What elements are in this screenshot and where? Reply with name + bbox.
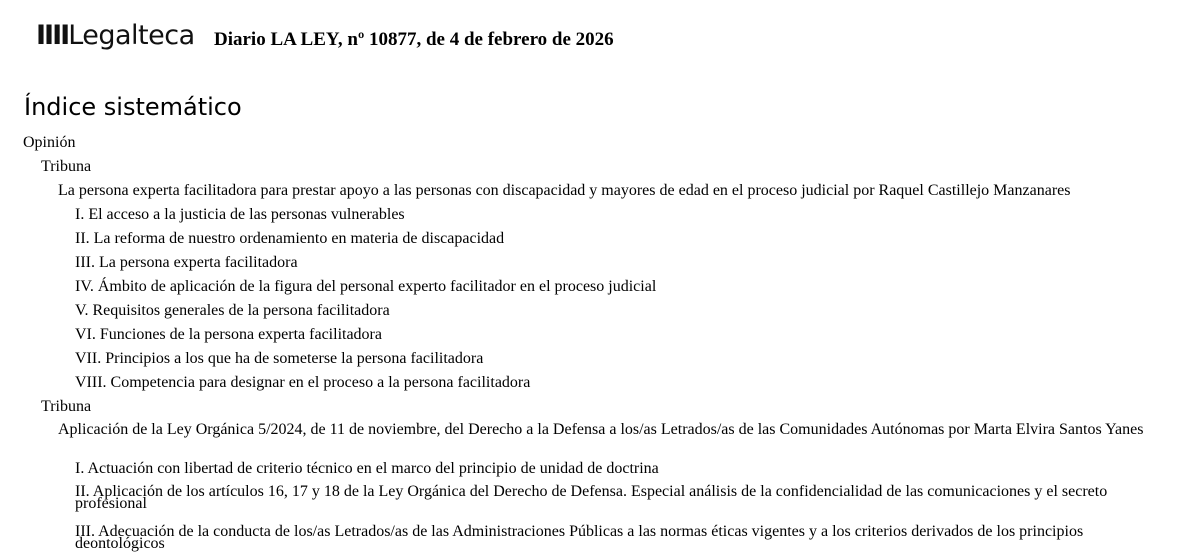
toc-item[interactable]: III. La persona experta facilitadora [75,254,298,271]
toc-item[interactable]: IV. Ámbito de aplicación de la figura del personal experto facilitador en el proceso judicial [75,278,657,295]
toc-item[interactable]: II. Aplicación de los artículos 16, 17 y 18 de la Ley Orgánica del Derecho de Defensa. Especial análisis de la confidencialidad de las comunicaciones y el secreto profesional [75,483,1108,512]
toc-section-opinion[interactable]: Opinión [23,134,76,151]
legalteca-logo [36,20,195,51]
toc-item[interactable]: VI. Funciones de la persona experta facilitadora [75,326,382,343]
toc-category-tribuna[interactable]: Tribuna [41,398,92,415]
toc-item[interactable]: VIII. Competencia para designar en el proceso a la persona facilitadora [75,374,531,391]
toc-item[interactable]: II. La reforma de nuestro ordenamiento en materia de discapacidad [75,230,505,247]
toc-item[interactable]: VII. Principios a los que ha de someterse la persona facilitadora [75,350,484,367]
toc-item[interactable]: I. El acceso a la justicia de las personas vulnerables [75,206,405,223]
logo-bars-icon: IIII [36,20,69,51]
toc-article[interactable]: La persona experta facilitadora para prestar apoyo a las personas con discapacidad y mayores de edad en el proceso judicial por Raquel Castillejo Manzanares [58,182,1071,199]
toc-item[interactable]: I. Actuación con libertad de criterio técnico en el marco del principio de unidad de doctrina [75,460,659,477]
toc-article[interactable]: Aplicación de la Ley Orgánica 5/2024, de 11 de noviembre, del Derecho a la Defensa a los/as Letrados/as de las Comunidades Autónomas por Marta Elvira Santos Yanes [58,421,1144,438]
journal-issue-line: Diario LA LEY, nº 10877, de 4 de febrero de 2026 [214,29,614,50]
toc-item[interactable]: III. Adecuación de la conducta de los/as Letrados/as de las Administraciones Públicas a las normas éticas vigentes y a los criterios derivados de los principios deontológicos [75,523,1084,552]
logo-text: Legalteca [68,20,195,51]
toc-item[interactable]: V. Requisitos generales de la persona facilitadora [75,302,390,319]
toc-category-tribuna[interactable]: Tribuna [41,158,92,175]
index-title: Índice sistemático [24,93,242,121]
